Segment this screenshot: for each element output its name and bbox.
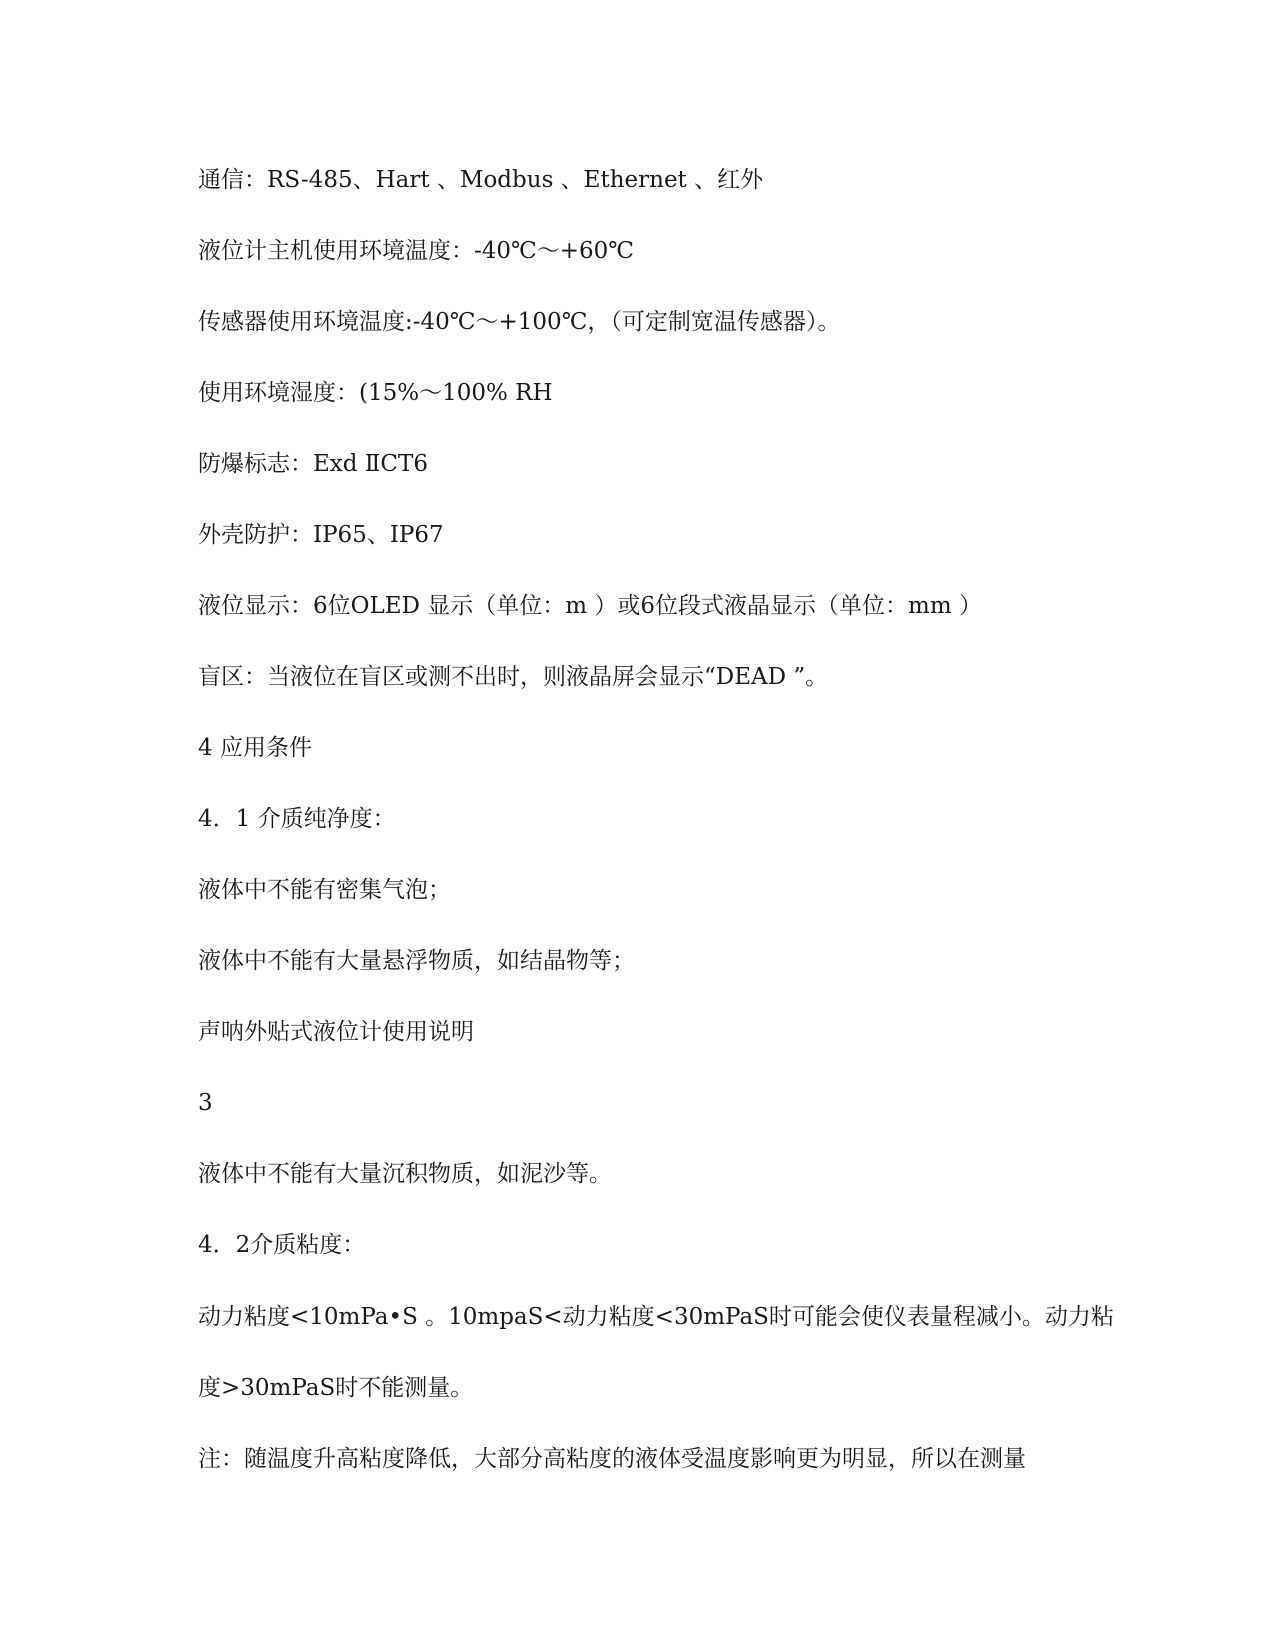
subsection-heading: 4．1 介质纯净度： (198, 806, 396, 832)
spec-host-temperature: 液位计主机使用环境温度：-40℃～+60℃ (198, 238, 635, 264)
body-text: 度>30mPaS时不能测量。 (198, 1375, 474, 1401)
subsection-heading: 4．2介质粘度： (198, 1232, 366, 1258)
body-text: 液体中不能有密集气泡； (198, 877, 451, 903)
spec-blind-zone: 盲区：当液位在盲区或测不出时，则液晶屏会显示“DEAD ”。 (198, 664, 829, 690)
page-number: 3 (198, 1090, 213, 1116)
spec-enclosure-protection: 外壳防护：IP65、IP67 (198, 522, 444, 548)
body-text: 液体中不能有大量悬浮物质，如结晶物等； (198, 948, 635, 974)
note-text: 注：随温度升高粘度降低，大部分高粘度的液体受温度影响更为明显，所以在测量 (198, 1446, 1026, 1472)
body-text: 动力粘度<10mPa•S 。10mpaS<动力粘度<30mPaS时可能会使仪表量程减小。动力粘 (198, 1304, 1114, 1330)
spec-communication: 通信：RS-485、Hart 、Modbus 、Ethernet 、红外 (198, 167, 764, 193)
spec-level-display: 液位显示：6位OLED 显示（单位：m ）或6位段式液晶显示（单位：mm ） (198, 593, 982, 619)
body-text: 液体中不能有大量沉积物质，如泥沙等。 (198, 1161, 612, 1187)
spec-humidity: 使用环境湿度：(15%～100% RH (198, 380, 553, 406)
section-heading: 4 应用条件 (198, 735, 312, 761)
spec-sensor-temperature: 传感器使用环境温度:-40℃～+100℃，（可定制宽温传感器）。 (198, 309, 841, 335)
running-header: 声呐外贴式液位计使用说明 (198, 1019, 474, 1045)
spec-explosion-proof: 防爆标志：Exd ⅡCT6 (198, 451, 428, 477)
